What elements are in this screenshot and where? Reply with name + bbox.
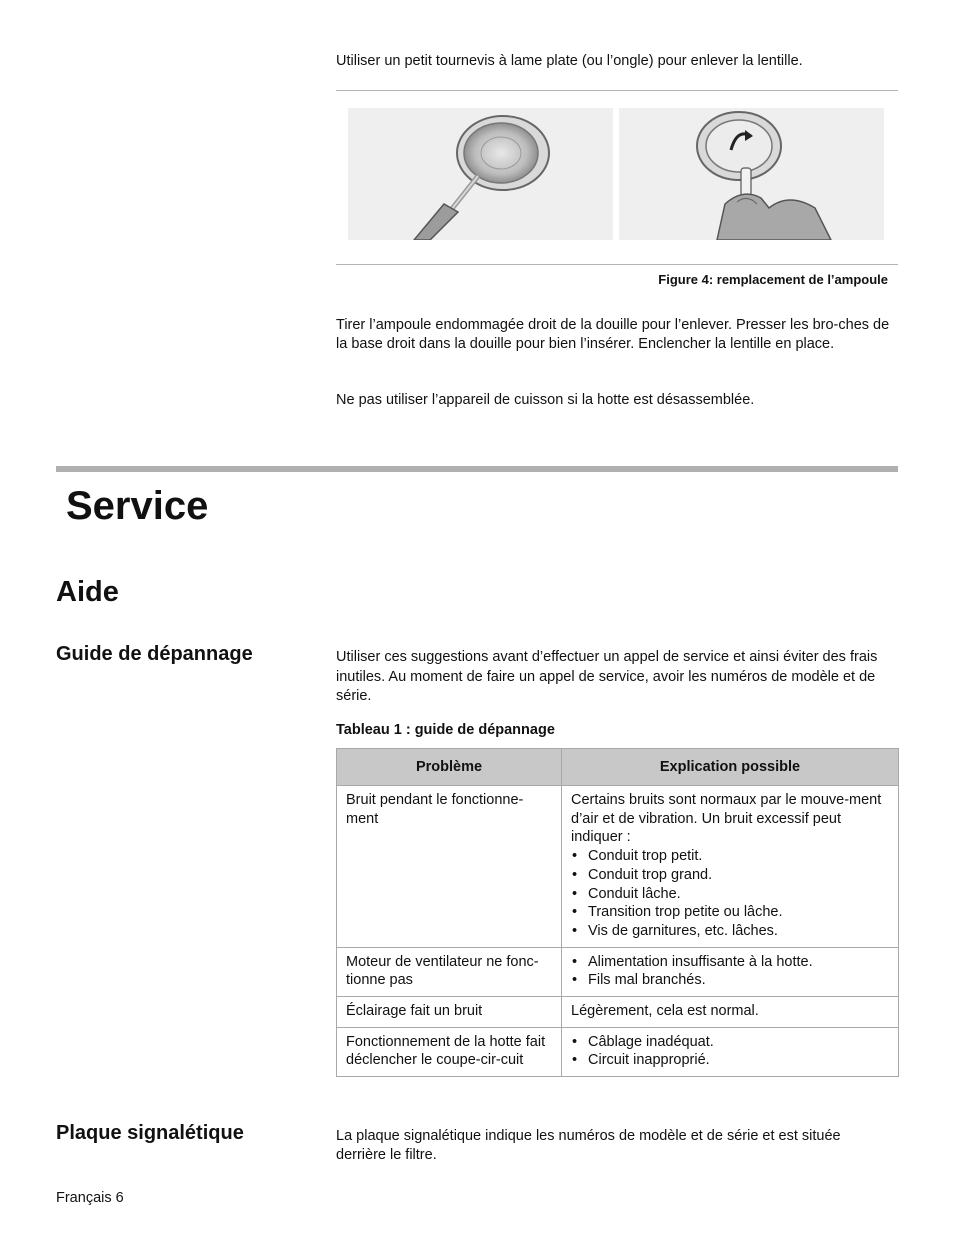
nameplate-heading: Plaque signalétique xyxy=(56,1122,244,1144)
subsection-title: Aide xyxy=(56,576,119,608)
list-item: • Alimentation insuffisante à la hotte. xyxy=(571,953,890,972)
page-footer: Français 6 xyxy=(56,1190,124,1206)
troubleshooting-heading: Guide de dépannage xyxy=(56,643,253,665)
problem-cell: Éclairage fait un bruit xyxy=(337,997,562,1028)
table-row xyxy=(337,947,899,996)
table-row xyxy=(337,1027,899,1076)
screwdriver-lens-icon xyxy=(348,108,613,240)
table-header-row xyxy=(337,749,899,786)
section-rule xyxy=(56,466,898,472)
header-explanation: Explication possible xyxy=(562,749,899,786)
bullet-list xyxy=(571,1033,890,1070)
figure-panel-right xyxy=(619,108,884,240)
section-title: Service xyxy=(66,484,209,528)
explanation-cell xyxy=(562,947,899,996)
replace-paragraph: Tirer l’ampoule endommagée droit de la douille pour l’enlever. Presser les bro-ches de la base droit dans la douille pour bien l’insérer. Enclencher la lentille en place. xyxy=(336,317,890,352)
explanation-text: Certains bruits sont normaux par le mouve-ment d’air et de vibration. Un bruit excessif peut indiquer : xyxy=(571,792,882,846)
table-caption: Tableau 1 : guide de dépannage xyxy=(336,722,555,738)
warning-paragraph: Ne pas utiliser l’appareil de cuisson si la hotte est désassemblée. xyxy=(336,392,755,408)
bullet-list xyxy=(571,847,890,941)
troubleshooting-intro: Utiliser ces suggestions avant d’effectuer un appel de service et ainsi éviter des frais inutiles. Au moment de faire un appel de service, avoir les numéros de modèle et de série. xyxy=(336,649,878,704)
list-item: • Câblage inadéquat. xyxy=(571,1033,890,1052)
header-problem: Problème xyxy=(337,749,562,786)
table-row xyxy=(337,786,899,948)
problem-cell: Moteur de ventilateur ne fonc-tionne pas xyxy=(337,947,562,996)
intro-text: Utiliser un petit tournevis à lame plate (ou l’ongle) pour enlever la lentille. xyxy=(336,53,803,69)
figure-panel-left xyxy=(348,108,613,240)
list-item: • Fils mal branchés. xyxy=(571,971,890,990)
list-item: • Transition trop petite ou lâche. xyxy=(571,903,890,922)
list-item: • Conduit lâche. xyxy=(571,885,890,904)
list-item: • Circuit inapproprié. xyxy=(571,1051,890,1070)
figure-top-rule xyxy=(336,90,898,91)
list-item: • Conduit trop grand. xyxy=(571,866,890,885)
explanation-cell: Légèrement, cela est normal. xyxy=(562,997,899,1028)
troubleshooting-table xyxy=(336,748,899,1077)
bullet-list xyxy=(571,953,890,990)
explanation-cell xyxy=(562,786,899,948)
problem-cell: Bruit pendant le fonctionne-ment xyxy=(337,786,562,948)
list-item: • Vis de garnitures, etc. lâches. xyxy=(571,922,890,941)
figure-bottom-rule xyxy=(336,264,898,265)
nameplate-text: La plaque signalétique indique les numéros de modèle et de série et est située derrière le filtre. xyxy=(336,1128,841,1163)
explanation-cell xyxy=(562,1027,899,1076)
figure-caption: Figure 4: remplacement de l’ampoule xyxy=(658,272,888,287)
table-row xyxy=(337,997,899,1028)
problem-cell: Fonctionnement de la hotte fait déclencher le coupe-cir-cuit xyxy=(337,1027,562,1076)
list-item: • Conduit trop petit. xyxy=(571,847,890,866)
hand-bulb-icon xyxy=(619,108,884,240)
